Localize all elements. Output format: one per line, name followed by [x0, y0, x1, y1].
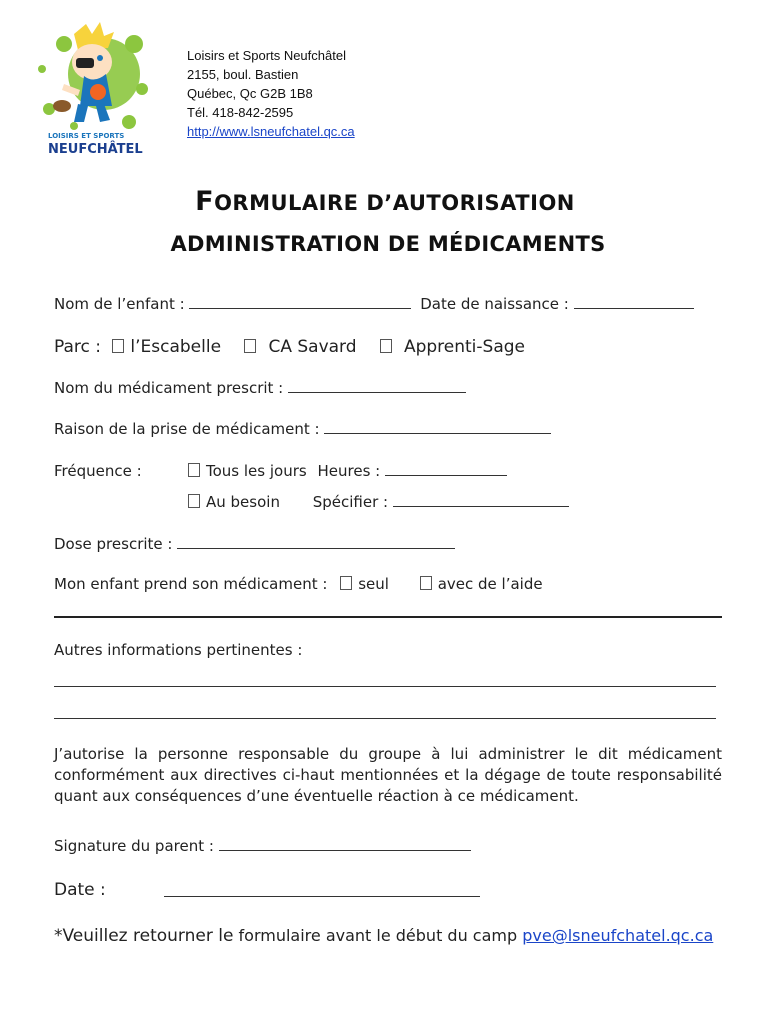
hours-field[interactable]	[385, 463, 507, 476]
frequency-checkbox-daily[interactable]	[188, 463, 200, 477]
return-note-bold: *Veuillez retourner le	[54, 926, 234, 946]
frequency-option-daily: Tous les jours	[206, 462, 307, 480]
takes-option-alone: seul	[358, 575, 389, 593]
child-name-row	[54, 295, 694, 313]
park-checkbox-savard[interactable]	[244, 339, 256, 353]
park-option-apprenti-sage: Apprenti-Sage	[403, 337, 525, 357]
reason-row	[54, 420, 551, 438]
child-name-label: Nom de l’enfant :	[54, 295, 185, 313]
takes-checkbox-with-help[interactable]	[420, 576, 432, 590]
takes-medication-row	[54, 575, 543, 593]
dose-row	[54, 535, 455, 553]
hours-label: Heures :	[317, 462, 381, 480]
authorization-paragraph: J’autorise la personne responsable du groupe à lui administrer le dit médicament conformément aux directives ci-haut mentionnées et la dégage de toute responsabilité quant aux conséquences d’une éventuelle réaction à ce médicament.	[54, 745, 722, 805]
form-title	[0, 186, 770, 217]
reason-label: Raison de la prise de médicament :	[54, 420, 320, 438]
frequency-row-as-needed	[188, 493, 569, 511]
birth-date-label: Date de naissance :	[420, 295, 569, 313]
form-title-rest: ORMULAIRE D’AUTORISATION	[214, 191, 575, 215]
contact-email-link[interactable]: pve@lsneufchatel.qc.ca	[522, 926, 714, 945]
signature-label: Signature du parent :	[54, 837, 214, 855]
date-field[interactable]	[164, 896, 480, 897]
dose-label: Dose prescrite :	[54, 535, 173, 553]
specify-label: Spécifier :	[312, 493, 389, 511]
medication-label: Nom du médicament prescrit :	[54, 379, 284, 397]
date-label: Date :	[54, 880, 106, 900]
website-link[interactable]: http://www.lsneufchatel.qc.ca	[187, 124, 355, 139]
other-info-line-1[interactable]	[54, 686, 716, 687]
park-row	[54, 337, 525, 357]
takes-checkbox-alone[interactable]	[340, 576, 352, 590]
other-info-label: Autres informations pertinentes :	[54, 641, 303, 659]
dose-field[interactable]	[177, 536, 455, 549]
park-label: Parc :	[54, 337, 101, 357]
phone-number: Tél. 418-842-2595	[187, 105, 294, 120]
frequency-row-daily	[188, 462, 507, 480]
medication-field[interactable]	[288, 380, 466, 393]
frequency-option-as-needed: Au besoin	[206, 493, 280, 511]
medication-row	[54, 379, 466, 397]
frequency-checkbox-as-needed[interactable]	[188, 494, 200, 508]
city-address: Québec, Qc G2B 1B8	[187, 86, 313, 101]
takes-option-with-help: avec de l’aide	[437, 575, 543, 593]
street-address: 2155, boul. Bastien	[187, 67, 299, 82]
child-name-field[interactable]	[189, 296, 411, 309]
park-option-escabelle: l’Escabelle	[130, 337, 222, 357]
return-note	[54, 926, 713, 946]
logo-text-bottom: NEUFCHÂTEL	[48, 142, 143, 157]
takes-label: Mon enfant prend son médicament :	[54, 575, 328, 593]
park-checkbox-escabelle[interactable]	[112, 339, 124, 353]
frequency-label: Fréquence :	[54, 462, 142, 480]
section-divider	[54, 616, 722, 618]
birth-date-field[interactable]	[574, 296, 694, 309]
logo-text-top: LOISIRS ET SPORTS	[48, 132, 125, 140]
form-title-initial: F	[195, 186, 215, 217]
signature-row	[54, 837, 471, 855]
address-block	[187, 46, 355, 141]
specify-field[interactable]	[393, 494, 569, 507]
form-subtitle: ADMINISTRATION DE MÉDICAMENTS	[170, 232, 606, 256]
organization-logo	[34, 14, 150, 164]
signature-field[interactable]	[219, 838, 471, 851]
return-note-rest: formulaire avant le début du camp	[238, 926, 518, 945]
other-info-line-2[interactable]	[54, 718, 716, 719]
org-name: Loisirs et Sports Neufchâtel	[187, 48, 346, 63]
park-checkbox-apprenti-sage[interactable]	[380, 339, 392, 353]
reason-field[interactable]	[324, 421, 551, 434]
park-option-savard: CA Savard	[268, 337, 357, 357]
